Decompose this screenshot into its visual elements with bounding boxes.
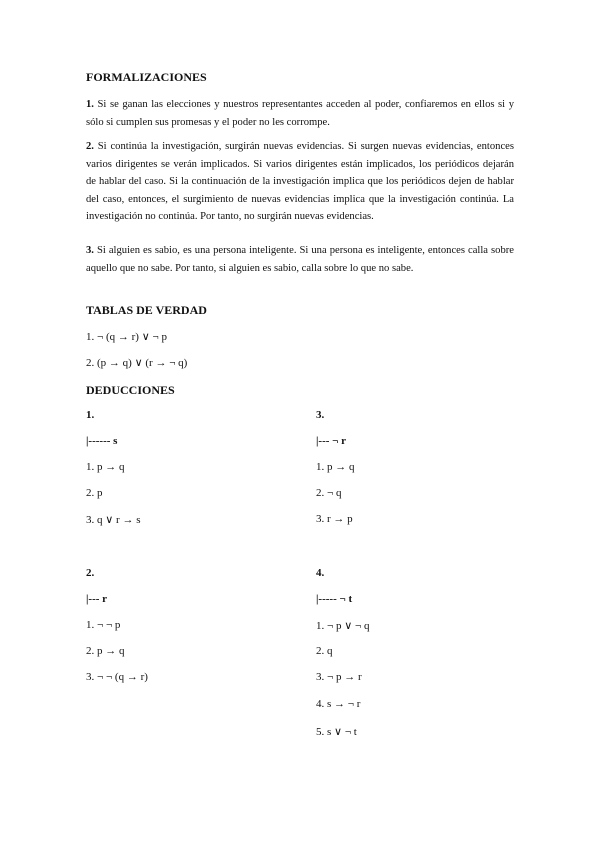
formalizacion-1-text: Si se ganan las elecciones y nuestros representantes acceden al poder, confiaremos en ellos si y sólo si cumplen sus promesas y el poder no les corrompe. [86, 99, 514, 128]
deduccion-2-line-1: 1. ¬ ¬ p [86, 619, 121, 631]
deduccion-3-line-3: 3. r → p [316, 513, 353, 525]
deduccion-1-line-2: 2. p [86, 487, 103, 499]
formalizacion-3-num: 3. [86, 245, 94, 256]
formalizacion-3-text: Si alguien es sabio, es una persona inteligente. Si una persona es inteligente, entonces calla sobre aquello que no sabe. Por tanto, si alguien es sabio, calla sobre lo que no sabe. [86, 245, 514, 274]
deduccion-3-line-2: 2. ¬ q [316, 487, 342, 499]
formalizacion-1 [86, 96, 514, 131]
deduccion-2-goal: |--- r [86, 593, 108, 605]
formalizacion-1-num: 1. [86, 99, 94, 110]
formalizacion-2-num: 2. [86, 141, 94, 152]
tabla-2: 2. (p → q) ∨ (r → ¬ q) [86, 357, 188, 369]
deduccion-1-num: 1. [86, 409, 95, 421]
deduccion-4-goal: |----- ¬ t [316, 593, 353, 605]
heading-tablas-de-verdad: TABLAS DE VERDAD [86, 303, 207, 317]
deduccion-2-line-3: 3. ¬ ¬ (q → r) [86, 671, 148, 683]
deduccion-4-num: 4. [316, 567, 325, 579]
deduccion-4-line-2: 2. q [316, 645, 333, 657]
deduccion-4-line-4: 4. s → ¬ r [316, 698, 361, 710]
formalizacion-2 [86, 138, 514, 226]
heading-deducciones: DEDUCCIONES [86, 383, 175, 397]
deduccion-1-line-3: 3. q ∨ r → s [86, 514, 141, 526]
deduccion-3-line-1: 1. p → q [316, 461, 355, 473]
formalizacion-3 [86, 242, 514, 277]
deduccion-4-line-1: 1. ¬ p ∨ ¬ q [316, 620, 370, 632]
deduccion-2-line-2: 2. p → q [86, 645, 125, 657]
deduccion-3-num: 3. [316, 409, 325, 421]
heading-formalizaciones: FORMALIZACIONES [86, 70, 207, 84]
formalizacion-2-text: Si continúa la investigación, surgirán nuevas evidencias. Si surgen nuevas evidencias, entonces varios dirigentes se verán implicados. Si varios dirigentes están implicados, los periódicos dejarán de hablar del caso. Si la continuación de la investigación implica que los periódicos dejen de hablar del caso, entonces, el surgimiento de nuevas evidencias implica que la investigación continúa. La investigación no continúa. Por tanto, no surgirán nuevas evidencias. [86, 141, 514, 222]
deduccion-4-line-5: 5. s ∨ ¬ t [316, 726, 357, 738]
deduccion-1-goal: |------ s [86, 435, 118, 447]
deduccion-4-line-3: 3. ¬ p → r [316, 671, 362, 683]
deduccion-1-line-1: 1. p → q [86, 461, 125, 473]
deduccion-2-num: 2. [86, 567, 95, 579]
deduccion-3-goal: |--- ¬ r [316, 435, 347, 447]
tabla-1: 1. ¬ (q → r) ∨ ¬ p [86, 331, 167, 343]
